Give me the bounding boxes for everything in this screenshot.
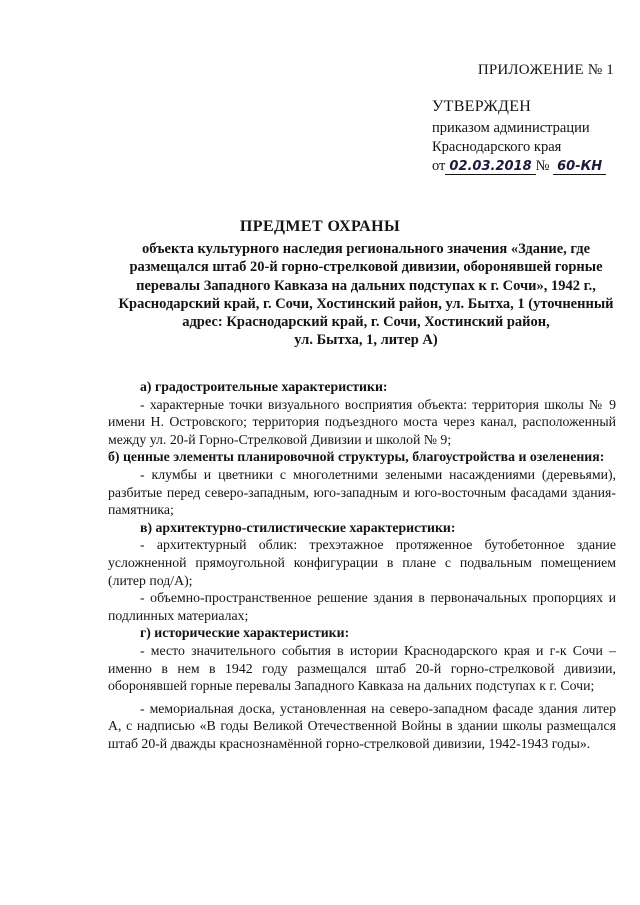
approval-line-1: приказом администрации (432, 120, 590, 136)
section-c-text-2: - объемно-пространственное решение здания в первоначальных пропорциях и подлинных материалах; (108, 590, 616, 623)
approval-number-sign: № (535, 158, 550, 174)
subtitle-line: перевалы Западного Кавказа на дальних подступах к г. Сочи», 1942 г., (136, 277, 596, 294)
subtitle-line: ул. Бытха, 1, литер А) (294, 332, 438, 349)
approval-date-line (432, 157, 606, 176)
approval-stamp (432, 97, 606, 176)
approval-from-prefix: от (432, 158, 446, 174)
approval-date: 02.03.2018 (445, 159, 535, 175)
section-d-text-2: - мемориальная доска, установленная на северо-западном фасаде здания литер А, с надписью «В годы Великой Отечественной Войны в здании школы размещался штаб 20-й дважды краснознамённой горно-стрелковой дивизии, 1942-1943 годы». (108, 700, 616, 751)
document-title: ПРЕДМЕТ ОХРАНЫ (239, 218, 401, 235)
section-d-text-1: - место значительного события в истории Краснодарского края и г-к Сочи – именно в нем в 1942 году размещался штаб 20-й горно-стрелковой дивизии, оборонявшей горные перевалы Западного Кавказа на дальних подступах к г. Сочи; (108, 642, 616, 694)
subtitle-line: размещался штаб 20-й горно-стрелковой дивизии, оборонявшей горные (129, 259, 603, 276)
appendix-label: ПРИЛОЖЕНИЕ № 1 (477, 62, 614, 78)
section-a-text: - характерные точки визуального восприятия объекта: территория школы № 9 имени Н. Островского; территория подъездного моста через канал, расположенный между ул. 20-й Горно-Стрелковой Дивизии и школой № 9; (108, 396, 616, 447)
approval-heading: УТВЕРЖДЕН (432, 98, 532, 115)
section-c-text-1: - архитектурный облик: трехэтажное протяженное бутобетонное здание усложненной прямоугольной конфигурации в плане с подвальным помещением (литер под/А); (108, 537, 616, 588)
subtitle-line: адрес: Краснодарский край, г. Сочи, Хостинский район, (182, 314, 550, 331)
section-a-heading: а) градостроительные характеристики: (140, 379, 388, 394)
document-subtitle (108, 240, 624, 350)
approval-number: 60-КН (553, 159, 606, 175)
section-c-heading: в) архитектурно-стилистические характеристики: (140, 519, 456, 535)
document-body (108, 378, 616, 752)
subtitle-line: объекта культурного наследия регионального значения «Здание, где (141, 241, 591, 257)
approval-line-2: Краснодарского края (432, 139, 562, 155)
subtitle-line: Краснодарский край, г. Сочи, Хостинский район, ул. Бытха, 1 (уточненный (118, 295, 614, 312)
section-b-heading: б) ценные элементы планировочной структуры, благоустройства и озеленения: (108, 449, 605, 465)
section-b-text: - клумбы и цветники с многолетними зелеными насаждениями (деревьями), разбитые перед северо-западным, юго-западным и юго-восточным фасадами здания-памятника; (108, 466, 616, 518)
section-d-heading: г) исторические характеристики: (140, 625, 350, 641)
